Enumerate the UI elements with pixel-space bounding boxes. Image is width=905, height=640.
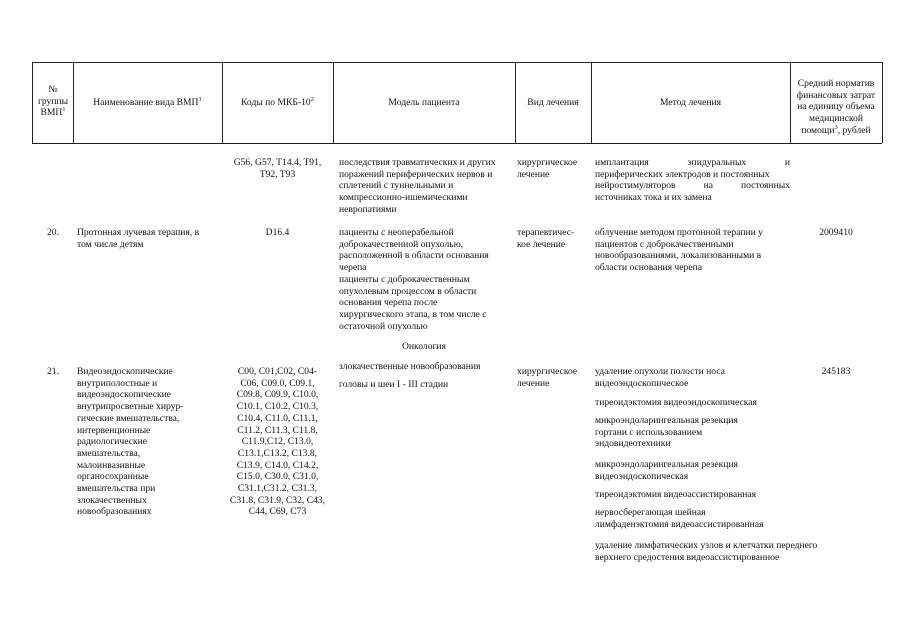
row21-method-item: тиреоидэктомия видеоассистированная	[595, 489, 757, 500]
row21-method-item: тиреоидэктомия видеоэндоскопическая	[595, 397, 757, 408]
section-heading-oncology: Онкология	[402, 341, 446, 352]
row21-method-item: нервосберегающая шейная лимфаденэктомия видеоассистированная	[595, 507, 764, 530]
row21-number: 21.	[47, 366, 59, 377]
header-cost-norm: Средний норматив финансовых затрат на единицу объема медицинской помощи$^3$, рублей	[796, 78, 876, 136]
header-vmp-name: Наименование вида ВМП$^1$	[93, 96, 202, 108]
row21-method-item: микроэндоларингеальная резекция видеоэндоскопическая	[595, 459, 738, 482]
header-top-rule	[32, 62, 882, 63]
col-divider	[882, 62, 883, 143]
header-patient-model: Модель пациента	[388, 97, 460, 108]
header-bottom-rule	[32, 143, 882, 144]
row21-patient-model: злокачественные новообразования головы и шеи I - III стадии	[339, 361, 481, 390]
row20-number: 20.	[47, 227, 59, 238]
cont-codes: G56, G57, T14.4, T91, T92, T93	[233, 157, 322, 180]
header-treatment-type: Вид лечения	[527, 97, 579, 108]
row21-method-item: удаление опухоли полости носа видеоэндоскопическое	[595, 366, 725, 389]
row20-cost: 2009410	[819, 227, 853, 238]
row20-treatment-type: терапевтичес- кое лечение	[517, 227, 575, 250]
row21-cost: 245183	[821, 366, 851, 377]
row20-vmp-name: Протонная лучевая терапия, в том числе детям	[77, 227, 200, 250]
header-icd-codes: Коды по МКБ-$10^2$	[241, 96, 314, 108]
row21-codes: C00, C01,C02, C04- C06, C09.0, C09.1, C09.8, C09.9, C10.0, C10.1, C10.2, C10.3, C10.4, C11.0, C11.1, C11.2, C11.3, C11.8, C11.9,C12, C13.0, C13.1,C13.2, C13.8, C13.9, C14.0, C14.2, C15.0, C30.0, C31.0, C31.1,C31.2, C31.3, C31.8, C31.9, C32, C43, C44, C69, C73	[229, 366, 326, 518]
row20-patient-model: пациенты с неоперабельной доброкачественной опухолью, расположенной в области основания черепа пациенты с доброкачественным опухолевым процессом в области основания черепа после хирургического этапа, в том числе с остаточной опухолью	[339, 227, 489, 332]
header-group-number: № группы ВМП$^1$	[37, 84, 69, 119]
row21-treatment-type: хирургическое лечение	[517, 366, 578, 389]
row20-codes: D16.4	[265, 227, 290, 238]
row21-method-item: удаление лимфатических узлов и клетчатки переднего верхнего средостения видеоассистированное	[595, 540, 818, 563]
cont-treatment-method: имплантация эпидуральных и периферических электродов и постоянных нейростимуляторов на постоянных источниках тока и их замена	[595, 157, 790, 204]
row20-treatment-method: облучение методом протонной терапии у пациентов с доброкачественными новообразованиями, локализованными в области основания черепа	[595, 227, 763, 274]
cont-patient-model: последствия травматических и других поражений периферических нервов и сплетений с туннельными и компрессионно-ишемическими невропатиями	[339, 157, 496, 215]
cont-treatment-type: хирургическое лечение	[517, 157, 578, 180]
row21-method-item: микроэндоларингеальная резекция гортани с использованием эндовидеотехники	[595, 415, 738, 450]
row21-vmp-name: Видеоэндоскопические внутриполостные и видеоэндоскопические внутрипросветные хирур- гические вмешательства, интервенционные радиологические вмешательства, малоинвазивные органосохранные вмешательства при злокачественных новообразованиях	[77, 366, 184, 518]
header-treatment-method: Метод лечения	[659, 97, 722, 108]
